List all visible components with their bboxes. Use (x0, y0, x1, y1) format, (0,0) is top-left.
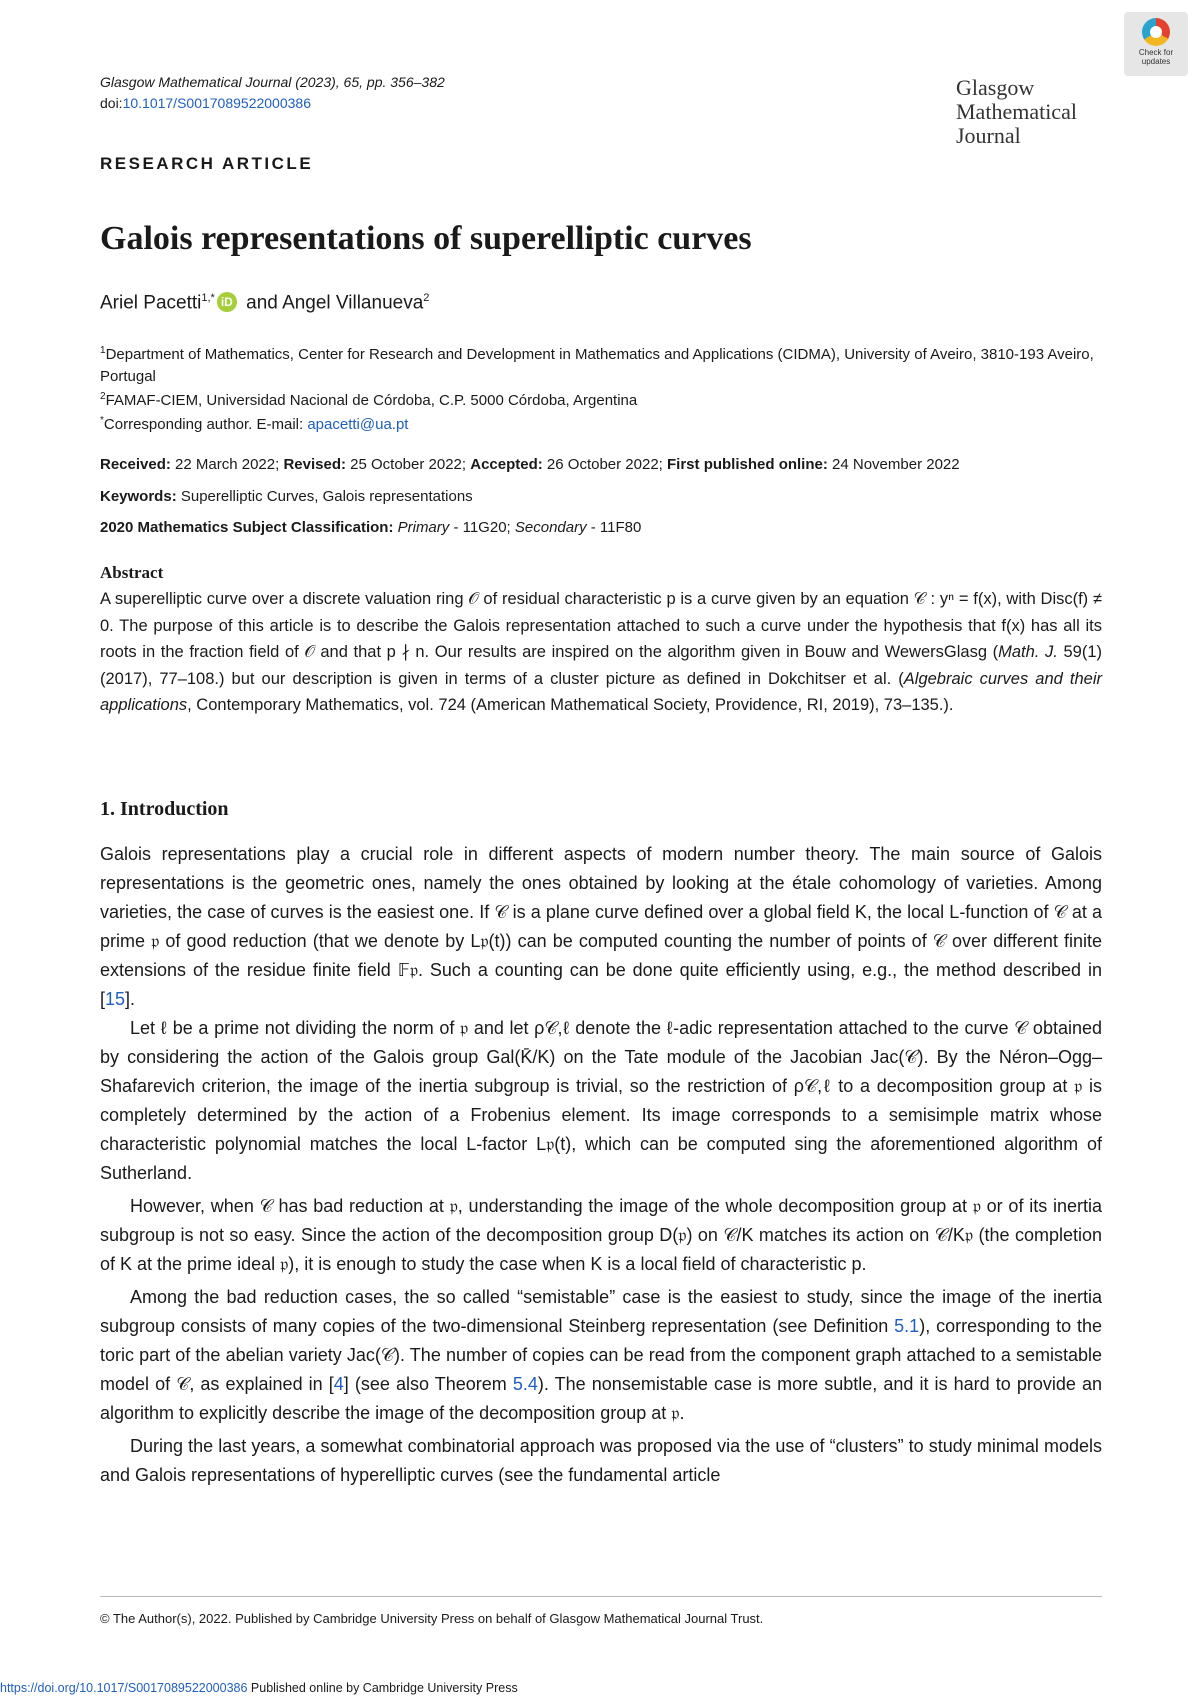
revised-label: Revised: (283, 456, 346, 473)
footer-doi-link[interactable]: https://doi.org/10.1017/S0017089522000386 (0, 1681, 248, 1695)
author-name: Ariel Pacetti (100, 292, 202, 314)
paragraph-text: ), corresponding to the toric part of the abelian variety Jac(𝒞). The number of copies can be read from the component graph attached to a semistable model of 𝒞, as explained in [ (100, 1316, 1102, 1394)
first-published-label: First published online: (667, 456, 828, 473)
affiliation-text: Department of Mathematics, Center for Research and Development in Mathematics and Applications (CIDMA), University of Aveiro, 3810-193 Aveiro, Portugal (100, 346, 1094, 385)
article-type: RESEARCH ARTICLE (100, 154, 314, 173)
dates-line (100, 455, 960, 475)
doi-label: doi: (100, 95, 123, 111)
msc-primary-label: Primary (393, 519, 450, 536)
page-footer (0, 1680, 518, 1696)
doi-line (100, 94, 311, 112)
crossmark-icon (1142, 18, 1170, 46)
affiliation-mark: 2 (100, 391, 106, 402)
footer-text: Published online by Cambridge University Press (247, 1681, 518, 1695)
paragraph-text: During the last years, a somewhat combinatorial approach was proposed via the use of “clusters” to study minimal models and Galois representations of hyperelliptic curves (see the fundamental article (100, 1436, 1102, 1485)
introduction-body (100, 840, 1102, 1490)
updates-badge-label: Check for (1138, 48, 1174, 57)
first-published-date: 24 November 2022 (827, 456, 960, 473)
paragraph-text: Let ℓ be a prime not dividing the norm of 𝔭 and let ρ𝒞,ℓ denote the ℓ-adic representation attached to the curve 𝒞 obtained by considering the action of the Galois group Gal(K̄/K) on the Tate module of the Jacobian Jac(𝒞). By the Néron–Ogg–Shafarevich criterion, the image of the inertia subgroup is trivial, so the restriction of ρ𝒞,ℓ to a decomposition group at 𝔭 is completely determined by the action of a Frobenius element. Its image corresponds to a semisimple matrix whose characteristic polynomial matches the local L-factor L𝔭(t), which can be computed sing the aforementioned algorithm of Sutherland. (100, 1018, 1102, 1183)
corresponding-mark: * (100, 415, 104, 426)
msc-line (100, 518, 641, 538)
received-date: 22 March 2022; (170, 456, 284, 473)
affiliation (100, 386, 1102, 412)
author-name: Angel Villanueva (282, 292, 424, 314)
abstract-heading: Abstract (100, 563, 164, 582)
affiliation-text: FAMAF-CIEM, Universidad Nacional de Córdoba, C.P. 5000 Córdoba, Argentina (105, 392, 638, 409)
citation-link[interactable]: 15 (105, 989, 126, 1009)
keywords-label: Keywords: (100, 488, 177, 505)
revised-date: 25 October 2022; (345, 456, 471, 473)
abstract-text (100, 586, 1102, 719)
paragraph (100, 1283, 1102, 1428)
orcid-icon[interactable]: iD (217, 292, 237, 312)
abstract-part: , Contemporary Mathematics, vol. 724 (American Mathematical Society, Providence, RI, 2019), 73–135.). (187, 696, 954, 714)
author-affiliation-mark: 1,* (201, 292, 215, 304)
paragraph (100, 840, 1102, 1014)
journal-logo-line: Glasgow (956, 75, 1035, 100)
definition-link[interactable]: 5.1 (894, 1316, 920, 1336)
paragraph-text: ). The nonsemistable case is more subtle, and it is hard to provide an algorithm to explicitly describe the image of the decomposition group at 𝔭. (100, 1374, 1103, 1423)
journal-citation: Glasgow Mathematical Journal (2023), 65, pp. 356–382 (100, 74, 445, 90)
keywords-text: Superelliptic Curves, Galois representations (176, 488, 473, 505)
paragraph (100, 1432, 1102, 1490)
paragraph (100, 1192, 1102, 1279)
abstract-part: A superelliptic curve over a discrete valuation ring 𝒪 of residual characteristic p is a curve given by an equation 𝒞 : yⁿ = f(x), with Disc(f) ≠ 0. The purpose of this article is to describe the Galois representation attached to such a curve under the hypothesis that f(x) has all its roots in the fraction field of 𝒪 and that p ∤ n. Our results are inspired on the algorithm given in Bouw and WewersGlasg ( (100, 590, 1102, 661)
paragraph-text: ]. (125, 989, 136, 1009)
corresponding-email-link[interactable]: apacetti@ua.pt (307, 416, 409, 433)
received-label: Received: (100, 456, 171, 473)
corresponding-author (100, 410, 1102, 436)
journal-logo-line: Journal (956, 123, 1021, 148)
accepted-date: 26 October 2022; (542, 456, 668, 473)
article-title: Galois representations of superelliptic curves (100, 220, 752, 257)
accepted-label: Accepted: (470, 456, 543, 473)
author-affiliation-mark: 2 (423, 292, 430, 304)
abstract-part: 59(1) (2017), 77–108.) but our description is given in terms of a cluster picture as defined in Dokchitser et al. ( (100, 643, 1103, 688)
affiliation (100, 340, 1102, 388)
paragraph-text: However, when 𝒞 has bad reduction at 𝔭, understanding the image of the whole decomposition group at 𝔭 or of its inertia subgroup is not so easy. Since the action of the decomposition group D(𝔭) on 𝒞/K matches its action on 𝒞/K𝔭 (the completion of K at the prime ideal 𝔭), it is enough to study the case when K is a local field of characteristic p. (100, 1196, 1102, 1274)
msc-primary: - 11G20; (449, 519, 515, 536)
copyright-notice: © The Author(s), 2022. Published by Cambridge University Press on behalf of Glasgow Mathematical Journal Trust. (100, 1611, 764, 1626)
check-for-updates-button[interactable] (1124, 12, 1188, 76)
updates-badge-label: updates (1141, 57, 1171, 66)
theorem-link[interactable]: 5.4 (512, 1374, 538, 1394)
citation-link[interactable]: 4 (333, 1374, 344, 1394)
paragraph (100, 1014, 1102, 1188)
paragraph-text: Galois representations play a crucial role in different aspects of modern number theory. The main source of Galois representations is the geometric ones, namely the ones obtained by looking at the étale cohomology of varieties. Among varieties, the case of curves is the easiest one. If 𝒞 is a plane curve defined over a global field K, the local L-function of 𝒞 at a prime 𝔭 of good reduction (that we denote by L𝔭(t)) can be computed counting the number of points of 𝒞 over different finite extensions of the residue finite field 𝔽𝔭. Such a counting can be done quite efficiently using, e.g., the method described in [ (100, 844, 1102, 1009)
author-list (100, 292, 429, 314)
affiliation-mark: 1 (100, 345, 106, 356)
footnote-divider (100, 1596, 1102, 1597)
author-conjunction: and (240, 292, 283, 314)
doi-link[interactable]: 10.1017/S0017089522000386 (122, 95, 311, 111)
msc-label: 2020 Mathematics Subject Classification: (100, 519, 394, 536)
abstract-ref-italic: Algebraic curves and their applications (100, 669, 1102, 714)
section-heading: 1. Introduction (100, 798, 229, 820)
journal-logo-line: Mathematical (956, 99, 1077, 124)
msc-secondary-label: Secondary (514, 519, 587, 536)
keywords-line (100, 487, 473, 507)
abstract-ref-italic: Math. J. (998, 643, 1058, 661)
msc-secondary: - 11F80 (586, 519, 642, 536)
paragraph-text: ] (see also Theorem (343, 1374, 513, 1394)
journal-logo (956, 76, 1077, 148)
paragraph-text: Among the bad reduction cases, the so called “semistable” case is the easiest to study, since the image of the inertia subgroup consists of many copies of the two-dimensional Steinberg representation (see Definition (100, 1287, 1102, 1336)
corresponding-text: Corresponding author. E-mail: (103, 416, 308, 433)
